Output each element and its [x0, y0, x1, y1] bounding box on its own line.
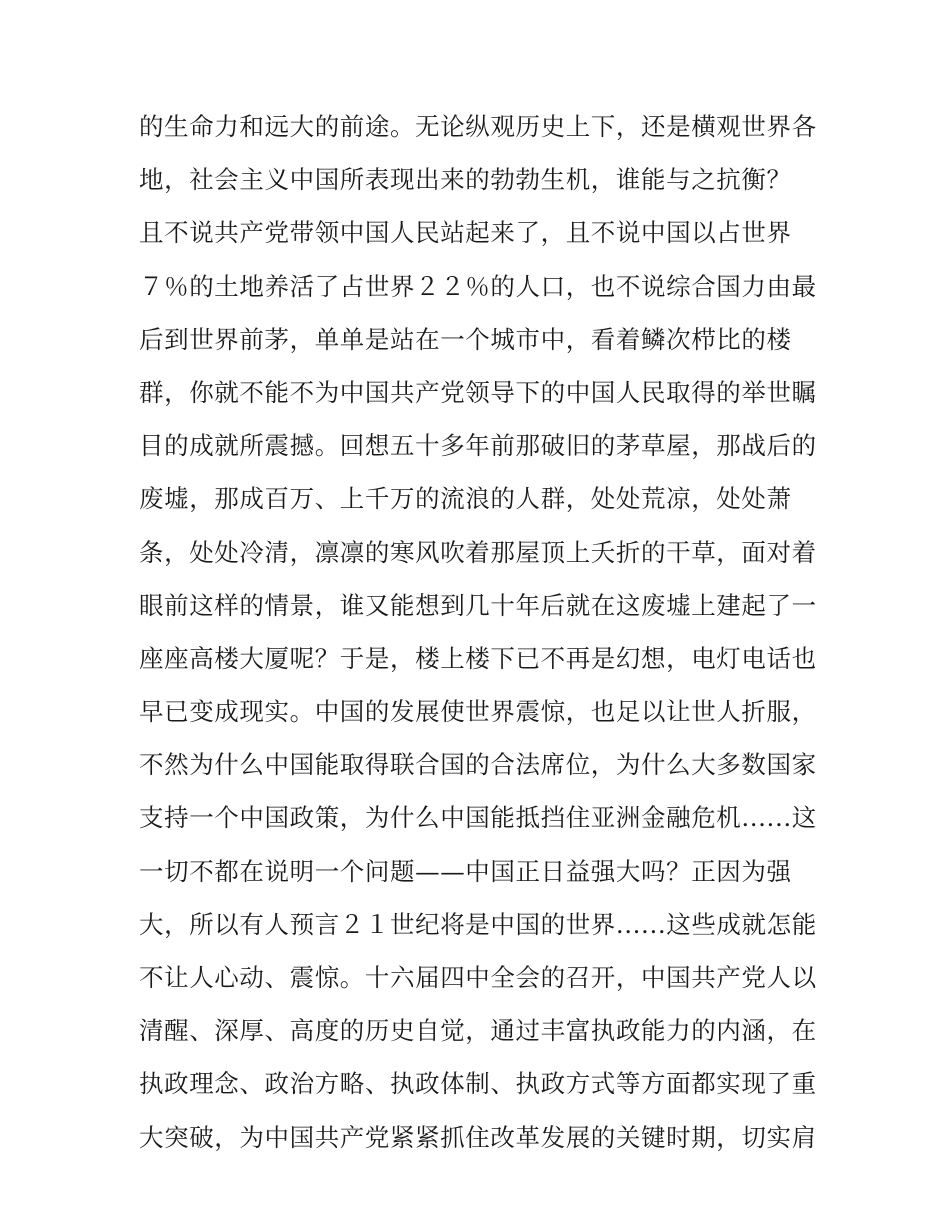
text-line: 清醒、深厚、高度的历史自觉，通过丰富执政能力的内涵，在 — [139, 1016, 817, 1046]
text-line: 大，所以有人预言２１世纪将是中国的世界......这些成就怎能 — [139, 909, 817, 939]
text-line: 不然为什么中国能取得联合国的合法席位，为什么大多数国家 — [139, 750, 817, 780]
text-line: 条，处处冷清，凛凛的寒风吹着那屋顶上夭折的干草，面对着 — [139, 537, 817, 567]
text-line: 群，你就不能不为中国共产党领导下的中国人民取得的举世瞩 — [139, 377, 817, 407]
text-line: 且不说共产党带领中国人民站起来了，且不说中国以占世界 — [139, 218, 792, 248]
text-line: 目的成就所震撼。回想五十多年前那破旧的茅草屋，那战后的 — [139, 431, 817, 461]
text-line: 早已变成现实。中国的发展使世界震惊，也足以让世人折服， — [139, 697, 817, 727]
text-line: 眼前这样的情景，谁又能想到几十年后就在这废墟上建起了一 — [139, 590, 817, 620]
text-line: 不让人心动、震惊。十六届四中全会的召开，中国共产党人以 — [139, 963, 817, 992]
text-line: 执政理念、政治方略、执政体制、执政方式等方面都实现了重 — [139, 1069, 817, 1099]
body-text — [139, 100, 819, 1164]
text-line: 地，社会主义中国所表现出来的勃勃生机，谁能与之抗衡？ — [139, 165, 792, 195]
text-line: 支持一个中国政策，为什么中国能抵挡住亚洲金融危机......这 — [139, 803, 817, 833]
text-line: 大突破，为中国共产党紧紧抓住改革发展的关键时期，切实肩 — [139, 1122, 817, 1152]
text-line: 的生命力和远大的前途。无论纵观历史上下，还是横观世界各 — [139, 112, 817, 141]
text-line: ７％的土地养活了占世界２２％的人口，也不说综合国力由最 — [139, 271, 817, 301]
text-line: 后到世界前茅，单单是站在一个城市中，看着鳞次栉比的楼 — [139, 324, 792, 354]
text-line: 座座高楼大厦呢？于是，楼上楼下已不再是幻想，电灯电话也 — [139, 643, 817, 673]
text-line: 一切不都在说明一个问题——中国正日益强大吗？正因为强 — [139, 856, 792, 886]
text-line: 废墟，那成百万、上千万的流浪的人群，处处荒凉，处处萧 — [139, 484, 792, 514]
